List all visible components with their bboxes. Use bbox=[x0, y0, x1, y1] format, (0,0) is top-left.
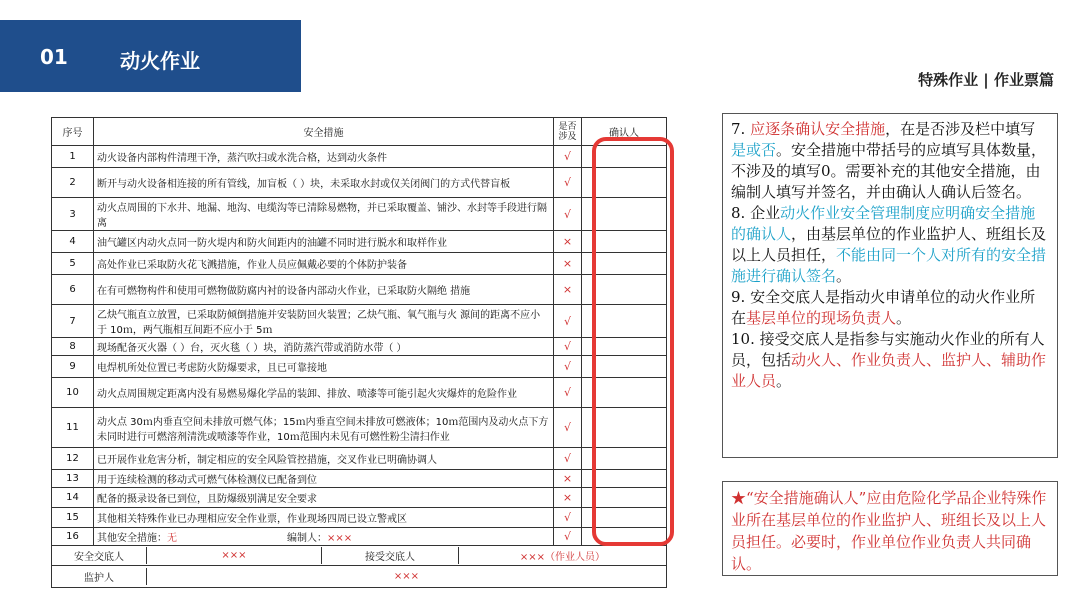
table-row bbox=[52, 470, 667, 488]
row-involved-mark: √ bbox=[554, 338, 582, 356]
table-row bbox=[52, 448, 667, 470]
row-involved-mark: × bbox=[554, 253, 582, 275]
supervisor-value: ××× bbox=[393, 571, 420, 582]
row-number: 8 bbox=[52, 338, 94, 356]
row-number: 3 bbox=[52, 198, 94, 231]
row-measure-text: 动火点 30ｍ内垂直空间未排放可燃气体；15ｍ内垂直空间未排放可燃液体；10ｍ范围内及动火点下方未同时进行可燃溶剂清洗或喷漆等作业，10ｍ范围内未见有可燃性粉尘清扫作业 bbox=[94, 408, 554, 448]
row-involved-mark: × bbox=[554, 275, 582, 305]
handover-row bbox=[52, 546, 667, 566]
row-number: 7 bbox=[52, 305, 94, 338]
section-banner bbox=[0, 20, 301, 92]
supervisor-label: 监护人 bbox=[52, 568, 147, 585]
note-7-text: ，在是否涉及栏中填写 bbox=[885, 120, 1036, 138]
handover-giver-label: 安全交底人 bbox=[52, 547, 147, 564]
table-row bbox=[52, 356, 667, 378]
row16-value: 无 bbox=[167, 533, 177, 544]
row-number: 12 bbox=[52, 448, 94, 470]
row-measure-text: 乙炔气瓶直立放置，已采取防倾倒措施并安装防回火装置；乙炔气瓶、氧气瓶与火 源间的距离不应小于 10ｍ，两气瓶相互间距不应小于 5ｍ bbox=[94, 305, 554, 338]
row16-other-measures bbox=[94, 528, 554, 546]
row-measure-text: 现场配备灭火器（ ）台，灭火毯（ ）块，消防蒸汽带或消防水带（ ） bbox=[94, 338, 554, 356]
row-measure-text: 动火点周围的下水井、地漏、地沟、电缆沟等已清除易燃物，并已采取覆盖、铺沙、水封等手段进行隔离 bbox=[94, 198, 554, 231]
row-measure-text: 配备的摄录设备已到位，且防爆级别满足安全要求 bbox=[94, 488, 554, 508]
table-row bbox=[52, 253, 667, 275]
star-note: ★“安全措施确认人”应由危险化学品企业特殊作业所在基层单位的作业监护人、班组长及以上人员担任。必要时，作业单位作业负责人共同确认。 bbox=[722, 481, 1058, 576]
row16-number: 16 bbox=[52, 528, 94, 546]
row-involved-mark: √ bbox=[554, 378, 582, 408]
row-involved-mark: × bbox=[554, 470, 582, 488]
note-7-highlight: 应逐条确认安全措施 bbox=[750, 120, 886, 138]
note-item-10 bbox=[731, 329, 1049, 392]
section-number: 01 bbox=[40, 45, 68, 69]
note-10-text: 10. 接受交底人是指参与实施动火作业的所有人员，包括 bbox=[731, 330, 1045, 369]
row-involved-mark: √ bbox=[554, 146, 582, 168]
note-7-yes-no: 是或否 bbox=[731, 141, 777, 159]
note-7-prefix: 7. bbox=[731, 120, 751, 138]
row16-label: 其他安全措施： bbox=[97, 533, 167, 544]
row-number: 9 bbox=[52, 356, 94, 378]
note-item-8 bbox=[731, 203, 1049, 287]
row-number: 10 bbox=[52, 378, 94, 408]
table-row bbox=[52, 378, 667, 408]
supervisor-row bbox=[52, 566, 667, 588]
row-number: 6 bbox=[52, 275, 94, 305]
table-row bbox=[52, 168, 667, 198]
handover-receiver-label: 接受交底人 bbox=[322, 547, 459, 564]
row-number: 5 bbox=[52, 253, 94, 275]
table-row bbox=[52, 408, 667, 448]
safety-measures-table bbox=[51, 117, 667, 588]
col-seq-header: 序号 bbox=[52, 118, 94, 146]
handover-giver-value: ××× bbox=[147, 547, 322, 564]
row-involved-mark: × bbox=[554, 488, 582, 508]
row-number: 4 bbox=[52, 231, 94, 253]
col-involved-header: 是否涉及 bbox=[554, 118, 582, 146]
row-measure-text: 其他相关特殊作业已办理相应安全作业票，作业现场四周已设立警戒区 bbox=[94, 508, 554, 528]
note-9-highlight: 基层单位的现场负责人 bbox=[746, 309, 897, 327]
table-row bbox=[52, 198, 667, 231]
row16-mark: √ bbox=[554, 528, 582, 546]
table-row bbox=[52, 508, 667, 528]
table-row bbox=[52, 305, 667, 338]
row-measure-text: 动火设备内部构件清理干净，蒸汽吹扫或水洗合格，达到动火条件 bbox=[94, 146, 554, 168]
table-row bbox=[52, 338, 667, 356]
row16-editor-value: ××× bbox=[327, 533, 353, 544]
row-number: 14 bbox=[52, 488, 94, 508]
note-8-end: 。 bbox=[836, 267, 852, 285]
note-7-rest: 。安全措施中带括号的应填写具体数量，不涉及的填写0。需要补充的其他安全措施，由编制人填写并签名，并由确认人确认后签名。 bbox=[731, 141, 1047, 201]
col-confirm-header: 确认人 bbox=[582, 118, 667, 146]
note-8-prefix: 8. 企业 bbox=[731, 204, 781, 222]
note-10-highlight: 动火人、作业负责人、监护人、辅助作业人员 bbox=[731, 351, 1047, 390]
row-measure-text: 高处作业已采取防火花飞溅措施，作业人员应佩戴必要的个体防护装备 bbox=[94, 253, 554, 275]
row-number: 13 bbox=[52, 470, 94, 488]
note-8-highlight: 动火作业安全管理制度应明确安全措施的确认人 bbox=[731, 204, 1036, 243]
table-row bbox=[52, 488, 667, 508]
row-measure-text: 用于连续检测的移动式可燃气体检测仪已配备到位 bbox=[94, 470, 554, 488]
note-9-text: 9. 安全交底人是指动火申请单位的动火作业所在 bbox=[731, 288, 1036, 327]
page-subtitle: 特殊作业 | 作业票篇 bbox=[918, 71, 1054, 89]
note-8-text: ，由基层单位的作业监护人、班组长及以上人员担任， bbox=[731, 225, 1047, 264]
row-involved-mark: √ bbox=[554, 198, 582, 231]
row-measure-text: 断开与动火设备相连接的所有管线，加盲板（ ）块，未采取水封或仅关闭阀门的方式代替盲板 bbox=[94, 168, 554, 198]
row-number: 15 bbox=[52, 508, 94, 528]
row16-editor-label: 编制人： bbox=[287, 533, 327, 544]
col-measure-header: 安全措施 bbox=[94, 118, 554, 146]
row-involved-mark: × bbox=[554, 231, 582, 253]
row-measure-text: 油气罐区内动火点同一防火堤内和防火间距内的油罐不同时进行脱水和取样作业 bbox=[94, 231, 554, 253]
row-involved-mark: √ bbox=[554, 448, 582, 470]
note-8-highlight-2: 不能由同一个人对所有的安全措施进行确认签名 bbox=[731, 246, 1047, 285]
handover-receiver-value: ×××（作业人员） bbox=[519, 552, 606, 563]
row-measure-text: 动火点周围规定距离内没有易燃易爆化学品的装卸、排放、喷漆等可能引起火灾爆炸的危险作业 bbox=[94, 378, 554, 408]
note-10-end: 。 bbox=[776, 372, 792, 390]
row-involved-mark: √ bbox=[554, 508, 582, 528]
row-measure-text: 在有可燃物构件和使用可燃物做防腐内衬的设备内部动火作业，已采取防火隔绝 措施 bbox=[94, 275, 554, 305]
row-number: 11 bbox=[52, 408, 94, 448]
row-number: 2 bbox=[52, 168, 94, 198]
note-9-end: 。 bbox=[896, 309, 912, 327]
row-involved-mark: √ bbox=[554, 305, 582, 338]
table-row bbox=[52, 275, 667, 305]
note-item-9 bbox=[731, 287, 1049, 329]
section-title: 动火作业 bbox=[120, 49, 200, 73]
row-measure-text: 电焊机所处位置已考虑防火防爆要求，且已可靠接地 bbox=[94, 356, 554, 378]
row-involved-mark: √ bbox=[554, 356, 582, 378]
row-involved-mark: √ bbox=[554, 408, 582, 448]
row-involved-mark: √ bbox=[554, 168, 582, 198]
table-row bbox=[52, 231, 667, 253]
row-number: 1 bbox=[52, 146, 94, 168]
row-measure-text: 已开展作业危害分析，制定相应的安全风险管控措施，交叉作业已明确协调人 bbox=[94, 448, 554, 470]
explanation-note bbox=[722, 113, 1058, 458]
table-row bbox=[52, 146, 667, 168]
note-item-7 bbox=[731, 119, 1049, 203]
confirm-column-highlight bbox=[592, 137, 674, 546]
